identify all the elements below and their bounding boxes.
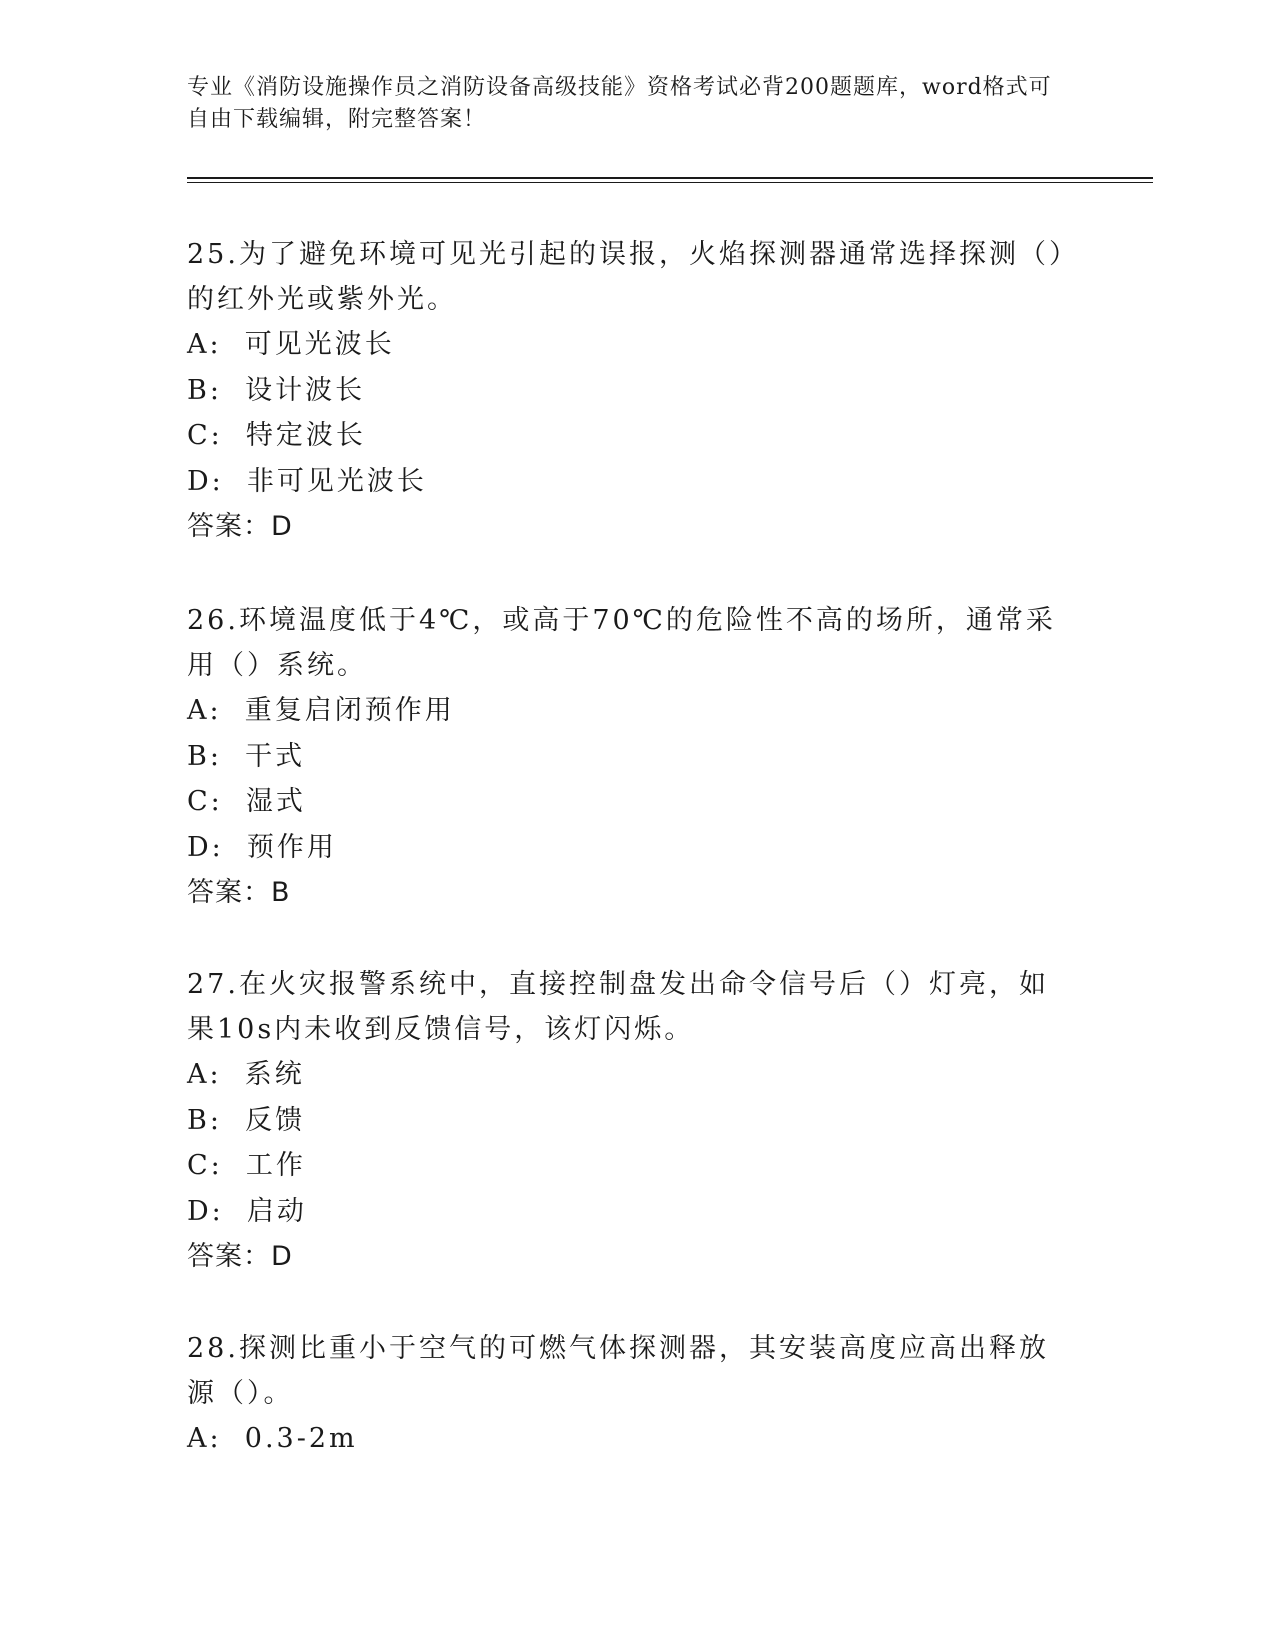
question-25 xyxy=(187,232,1077,550)
question-stem: 25.为了避免环境可见光引起的误报，火焰探测器通常选择探测（）的红外光或紫外光。 xyxy=(187,239,1066,315)
option-d: D: 非可见光波长 xyxy=(187,465,427,497)
question-stem: 27.在火灾报警系统中，直接控制盘发出命令信号后（）灯亮，如果10s内未收到反馈信号，该灯闪烁。 xyxy=(187,969,1049,1045)
option-a: A: 重复启闭预作用 xyxy=(187,695,455,726)
question-28 xyxy=(187,1326,1077,1462)
option-c: C: 工作 xyxy=(187,1150,306,1181)
header-divider-thin xyxy=(187,182,1153,183)
option-d: D: 预作用 xyxy=(187,831,337,863)
option-a: A: 系统 xyxy=(187,1059,305,1090)
answer-line: 答案：B xyxy=(187,877,291,908)
option-b: B: 设计波长 xyxy=(187,374,366,406)
answer-line: 答案：D xyxy=(187,1241,293,1272)
answer-line: 答案：D xyxy=(187,511,293,542)
option-b: B: 干式 xyxy=(187,740,306,772)
document-header: 专业《消防设施操作员之消防设备高级技能》资格考试必背200题题库，word格式可自由下载编辑，附完整答案！ xyxy=(187,75,1052,132)
option-b: B: 反馈 xyxy=(187,1104,306,1136)
question-27 xyxy=(187,962,1077,1280)
option-a: A: 可见光波长 xyxy=(187,329,395,360)
option-a: A: 0.3-2m xyxy=(187,1423,358,1454)
option-c: C: 湿式 xyxy=(187,786,306,817)
header-divider-thick xyxy=(187,177,1153,179)
question-26 xyxy=(187,598,1077,916)
option-d: D: 启动 xyxy=(187,1195,307,1227)
question-stem: 28.探测比重小于空气的可燃气体探测器，其安装高度应高出释放源（）。 xyxy=(187,1333,1049,1409)
question-stem: 26.环境温度低于4℃，或高于70℃的危险性不高的场所，通常采用（）系统。 xyxy=(187,605,1056,681)
option-c: C: 特定波长 xyxy=(187,420,366,451)
